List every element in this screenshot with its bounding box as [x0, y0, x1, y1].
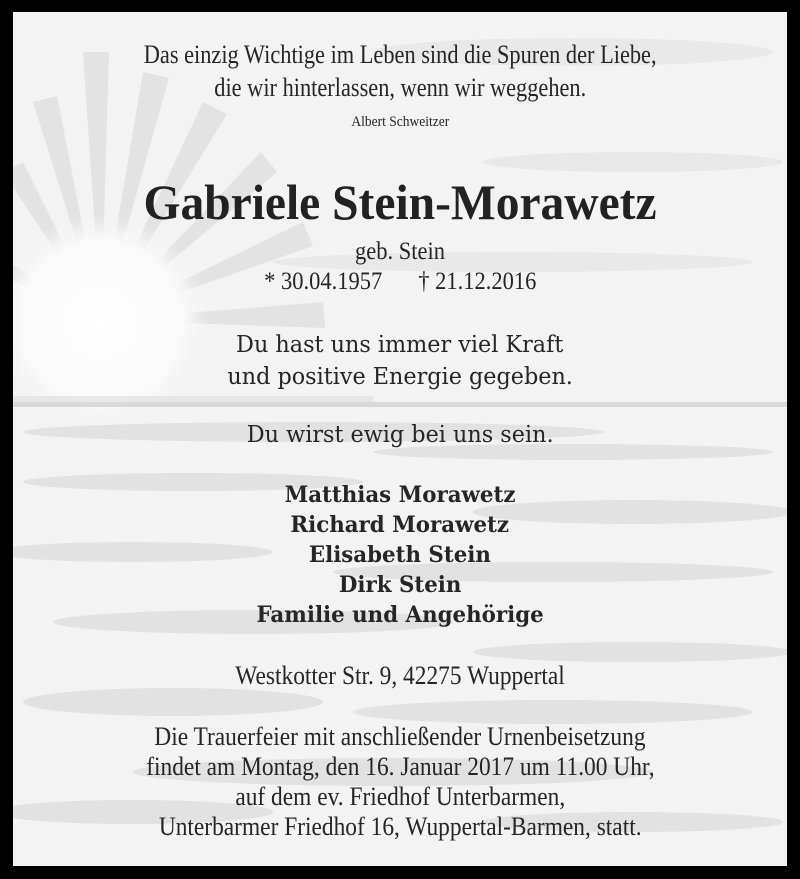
mourner-3: Elisabeth Stein — [308, 542, 492, 568]
message-closing: Du wirst ewig bei uns sein. — [246, 422, 554, 448]
mourner-family: Familie und Angehörige — [256, 602, 544, 628]
quote-line-1: Das einzig Wichtige im Leben sind die Spuren der Liebe, — [143, 40, 657, 69]
message-line-2: und positive Energie gegeben. — [227, 364, 573, 390]
deceased-name: Gabriele Stein-Morawetz — [143, 174, 657, 230]
birth-date: * 30.04.1957 — [263, 268, 382, 295]
death-date: † 21.12.2016 — [418, 268, 537, 295]
mourner-2: Richard Morawetz — [290, 512, 510, 538]
message-line-1: Du hast uns immer viel Kraft — [236, 332, 564, 358]
life-dates — [13, 267, 787, 297]
mourner-1: Matthias Morawetz — [284, 482, 516, 508]
service-line-1: Die Trauerfeier mit anschließender Urnenbeisetzung — [154, 722, 646, 751]
quote-line-2: die wir hinterlassen, wenn wir weggehen. — [214, 73, 586, 102]
birth-name: geb. Stein — [355, 238, 445, 265]
obituary-notice — [13, 12, 787, 866]
service-line-2: findet am Montag, den 16. Januar 2017 um 11.00 Uhr, — [145, 752, 655, 781]
address: Westkotter Str. 9, 42275 Wuppertal — [235, 661, 565, 690]
service-line-3: auf dem ev. Friedhof Unterbarmen, — [235, 782, 565, 811]
service-line-4: Unterbarmer Friedhof 16, Wuppertal-Barmen, statt. — [158, 812, 642, 841]
quote-author: Albert Schweitzer — [351, 114, 449, 130]
mourner-4: Dirk Stein — [338, 572, 462, 598]
